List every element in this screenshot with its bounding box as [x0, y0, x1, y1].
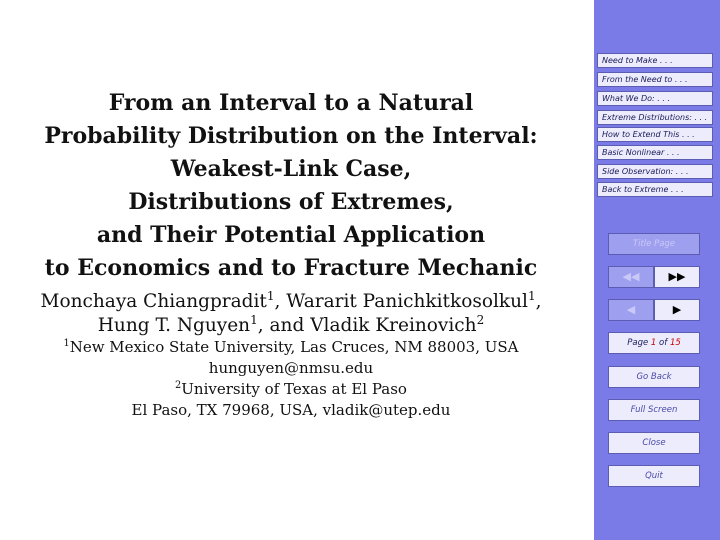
title-line-1: From an Interval to a Natural: [108, 90, 474, 116]
double-left-arrow-icon: ◀◀: [622, 270, 640, 283]
affiliation-1-text: New Mexico State University, Las Cruces, NM 88003, USA: [69, 338, 519, 356]
author-separator: , and: [257, 315, 311, 336]
affiliation-2-marker: 2: [175, 380, 182, 391]
title-line-2: Probability Distribution on the Interval:: [44, 123, 538, 149]
nav-item-need-to-make[interactable]: Need to Make . . .: [597, 53, 713, 68]
nav-item-what-we-do[interactable]: What We Do: . . .: [597, 91, 713, 106]
full-screen-button[interactable]: Full Screen: [608, 399, 700, 421]
nav-item-side-observation[interactable]: Side Observation: . . .: [597, 164, 713, 179]
email-1: hunguyen@nmsu.edu: [208, 359, 374, 377]
author-3-affil: 1: [250, 312, 258, 327]
page-indicator: [608, 332, 700, 354]
author-4: Vladik Kreinovich: [310, 315, 477, 336]
page-current: 1: [650, 338, 657, 348]
nav-item-back-to-extreme[interactable]: Back to Extreme . . .: [597, 182, 713, 197]
nav-item-from-the-need[interactable]: From the Need to . . .: [597, 72, 713, 87]
author-1: Monchaya Chiangpradit: [40, 291, 267, 312]
page-total: 15: [669, 338, 681, 348]
author-separator: ,: [535, 291, 542, 312]
page-of: of: [659, 338, 668, 348]
last-page-button[interactable]: [654, 266, 700, 288]
previous-page-button[interactable]: [608, 299, 654, 321]
affiliation-1-marker: 1: [63, 338, 70, 349]
close-button[interactable]: Close: [608, 432, 700, 454]
title-line-3: Weakest-Link Case,: [170, 156, 412, 182]
title-page-button[interactable]: Title Page: [608, 233, 700, 255]
first-page-button[interactable]: [608, 266, 654, 288]
presentation-title: [0, 87, 582, 285]
author-2: Wararit Panichkitkosolkul: [286, 291, 528, 312]
title-line-6: to Economics and to Fracture Mechanic: [44, 255, 538, 281]
author-line-1: [0, 290, 582, 314]
nav-item-extreme-distributions[interactable]: Extreme Distributions: . . .: [597, 110, 713, 125]
author-list: [0, 290, 582, 338]
author-line-2: [0, 314, 582, 338]
author-separator: ,: [274, 291, 287, 312]
page-label: Page: [627, 338, 649, 348]
author-1-affil: 1: [266, 288, 275, 303]
go-back-button[interactable]: Go Back: [608, 366, 700, 388]
title-line-5: and Their Potential Application: [96, 222, 486, 248]
quit-button[interactable]: Quit: [608, 465, 700, 487]
affiliation-1: [0, 337, 582, 358]
affiliation-2: [0, 379, 582, 400]
author-3: Hung T. Nguyen: [97, 315, 251, 336]
nav-item-how-to-extend[interactable]: How to Extend This . . .: [597, 127, 713, 142]
right-arrow-icon: ▶: [672, 303, 682, 316]
affiliation-2-text: University of Texas at El Paso: [181, 380, 407, 398]
author-2-affil: 1: [527, 288, 536, 303]
nav-item-basic-nonlinear[interactable]: Basic Nonlinear . . .: [597, 145, 713, 160]
navigation-sidebar: [594, 0, 720, 540]
double-right-arrow-icon: ▶▶: [668, 270, 686, 283]
affiliation-2-address: El Paso, TX 79968, USA, vladik@utep.edu: [131, 401, 451, 419]
left-arrow-icon: ◀: [626, 303, 636, 316]
author-4-affil: 2: [476, 312, 485, 327]
next-page-button[interactable]: [654, 299, 700, 321]
title-line-4: Distributions of Extremes,: [128, 189, 454, 215]
affiliations: [0, 337, 582, 421]
